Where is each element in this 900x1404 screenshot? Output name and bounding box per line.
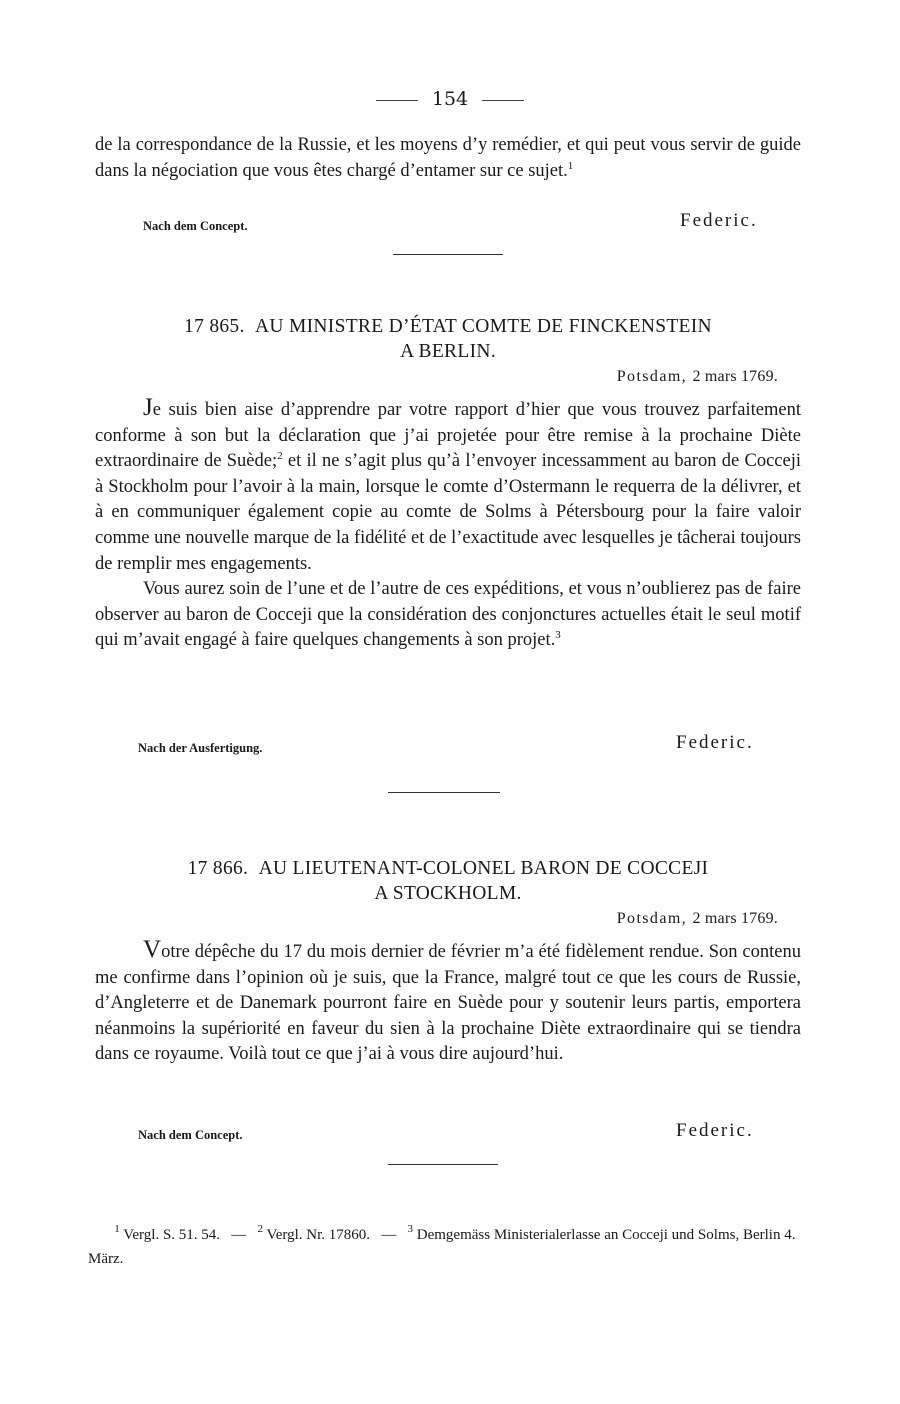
dateline [617, 368, 778, 386]
initial-letter: V [143, 936, 162, 963]
source-note: Nach dem Concept. [143, 219, 248, 233]
signature: Federic. [676, 1120, 754, 1141]
letter-body [95, 395, 801, 654]
letter-recipient: AU LIEUTENANT-COLONEL BARON DE COCCEJI [258, 858, 709, 879]
letter-body [95, 937, 801, 1068]
footnote-ref: 3 [555, 629, 561, 642]
dateline-place: Potsdam, [616, 910, 688, 927]
footnote-text: Vergl. S. 51. 54. [123, 1227, 221, 1243]
header-rule-right [482, 100, 524, 101]
section-divider [388, 1164, 498, 1165]
letter-destination: A BERLIN. [400, 341, 496, 362]
page-number: 154 [431, 88, 469, 110]
initial-letter: J [143, 394, 153, 421]
paragraph-text: e suis bien aise d’apprendre par votre rapport d’hier que vous trouvez parfaitement conforme à son but la déclaration que j’ai projetée pour être remise à la prochaine Diète extraordinaire de Suède; [95, 400, 801, 472]
section-divider [388, 792, 500, 793]
footnote-text: Demgemäss Ministerialerlasse an Cocceji und Solms, Berlin 4. März. [88, 1227, 796, 1267]
dateline-date: 2 mars 1769. [692, 910, 778, 927]
signature: Federic. [676, 732, 754, 753]
footnote-separator: — [231, 1227, 247, 1243]
letter-destination: A STOCKHOLM. [374, 883, 522, 904]
footnotes [88, 1223, 800, 1271]
letter-heading [95, 314, 801, 364]
dateline-place: Potsdam, [616, 368, 688, 385]
dateline [617, 910, 778, 928]
section-divider [393, 254, 503, 255]
footnote-mark: 2 [257, 1223, 264, 1235]
signature: Federic. [680, 210, 758, 231]
paragraph-text: otre dépêche du 17 du mois dernier de février m’a été fidèlement rendue. Son contenu me confirme dans l’opinion où je suis, que la France, malgré tout ce que les cours de Russie, d’Angleterre et de Danemark pourront faire en Suède pour y soutenir leurs partis, emportera néanmoins la supériorité en faveur du sien à la prochaine Diète extraordinaire qui se tiendra dans ce royaume. Voilà tout ce que j’ai à vous dire aujourd’hui. [95, 942, 801, 1065]
footnote-text: Vergl. Nr. 17860. [266, 1227, 371, 1243]
source-note: Nach der Ausfertigung. [138, 741, 263, 755]
paragraph-text: Vous aurez soin de l’une et de l’autre de ces expéditions, et vous n’oublierez pas de faire observer au baron de Cocceji que la considération des conjonctures actuelles était le seul motif qui m’avait engagé à faire quelques changements à son projet. [95, 579, 801, 651]
letter-heading [95, 856, 801, 906]
header-rule-left [376, 100, 418, 101]
page-header [0, 88, 900, 110]
footnote-mark: 1 [114, 1223, 120, 1235]
letter-number: 17 866. [187, 858, 249, 879]
dateline-date: 2 mars 1769. [692, 368, 778, 385]
footnote-separator: — [381, 1227, 397, 1243]
footnote-ref: 2 [277, 450, 283, 463]
footnote-ref: 1 [567, 159, 574, 172]
continuation-paragraph [95, 133, 801, 184]
footnote-mark: 3 [407, 1223, 414, 1235]
continuation-text: de la correspondance de la Russie, et les moyens d’y remédier, et qui peut vous servir de guide dans la négociation que vous êtes chargé d’entamer sur ce sujet. [95, 135, 801, 181]
letter-recipient: AU MINISTRE D’ÉTAT COMTE DE FINCKENSTEIN [255, 316, 712, 337]
source-note: Nach dem Concept. [138, 1128, 243, 1142]
letter-number: 17 865. [184, 316, 245, 337]
paragraph-text: et il ne s’agit plus qu’à l’envoyer incessamment au baron de Cocceji à Stockholm pour l’avoir à la main, lorsque le comte d’Ostermann le requerra de la délivrer, et à en communiquer également copie au comte de Solms à Pétersbourg pour la faire valoir comme une nouvelle marque de la fidélité et de l’exactitude avec lesquelles je tâcherai toujours de remplir mes engagements. [95, 451, 802, 574]
